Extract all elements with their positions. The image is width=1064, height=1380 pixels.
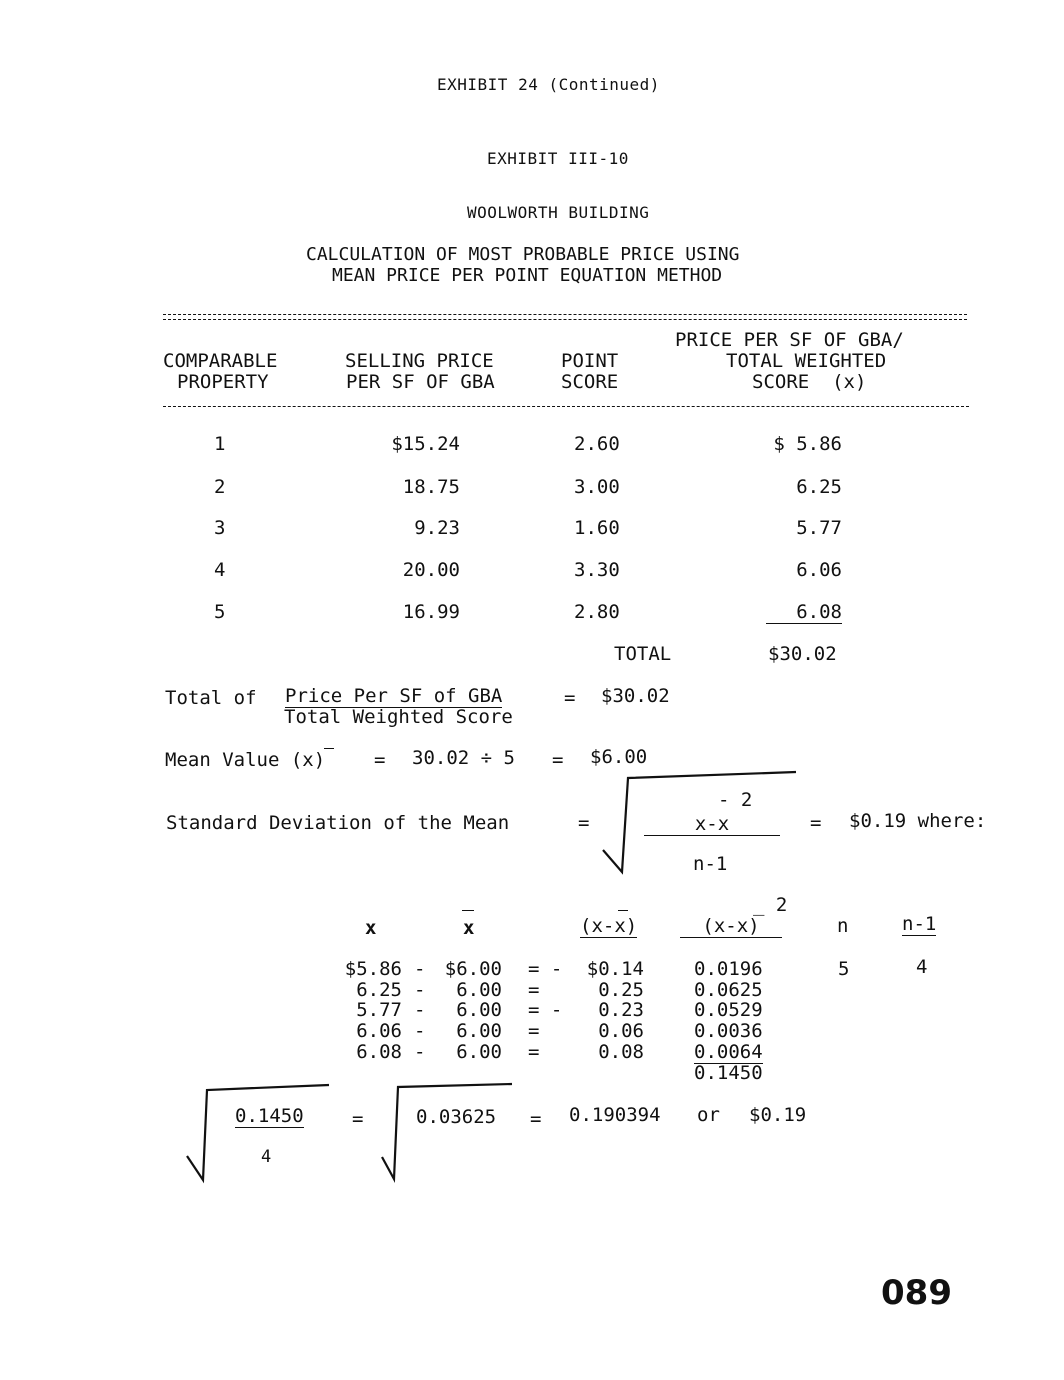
- calc-xbar: $6.00: [444, 958, 502, 980]
- mean-result: $6.00: [590, 746, 648, 768]
- calc-eq: = -: [528, 958, 563, 980]
- row-property: 2: [214, 476, 226, 498]
- row-price: 16.99: [402, 601, 460, 623]
- final-rounded: $0.19: [749, 1104, 807, 1126]
- table-top-rule: [163, 314, 967, 320]
- final-denominator: 4: [261, 1147, 272, 1167]
- radical-sign-icon: [380, 1081, 520, 1181]
- sd-denominator: n-1: [693, 853, 728, 875]
- header-rule: [163, 406, 969, 407]
- row-score: 2.80: [574, 601, 620, 623]
- row-property: 3: [214, 517, 226, 539]
- row-ratio: $ 5.86: [773, 433, 842, 455]
- total-value: $30.02: [768, 643, 837, 665]
- row-ratio: 6.06: [796, 559, 842, 581]
- col-ratio-l3: SCORE (x): [752, 371, 867, 393]
- fraction-numerator: Price Per SF of GBA: [285, 685, 503, 707]
- calc-eq: =: [528, 1020, 540, 1042]
- total-result: $30.02: [601, 685, 670, 707]
- row-property: 5: [214, 601, 226, 623]
- mean-label: Mean Value (x): [165, 749, 326, 771]
- row-score: 3.30: [574, 559, 620, 581]
- calc-diff: 0.06: [598, 1020, 644, 1042]
- final-numerator: 0.1450: [235, 1105, 304, 1127]
- col-property-l2: PROPERTY: [177, 371, 269, 393]
- final-result: 0.190394: [569, 1104, 661, 1126]
- calc-diff: $0.14: [586, 958, 644, 980]
- calc-sq: 0.0196: [694, 958, 763, 980]
- row-price: 9.23: [414, 517, 460, 539]
- calc-op: -: [414, 958, 426, 980]
- total-label: TOTAL: [614, 643, 672, 665]
- row-price: 18.75: [402, 476, 460, 498]
- col-ratio-l2: TOTAL WEIGHTED: [726, 350, 887, 372]
- sd-label: Standard Deviation of the Mean: [166, 812, 510, 834]
- row-price: $15.24: [391, 433, 460, 455]
- calc-eq: = -: [528, 999, 563, 1021]
- calc-diff: 0.23: [598, 999, 644, 1021]
- exhibit-continued: EXHIBIT 24 (Continued): [437, 75, 660, 94]
- sd-result: $0.19 where:: [849, 810, 987, 832]
- calc-header-diff: (x-x): [580, 915, 638, 937]
- calc-header-xbar: x: [463, 917, 475, 939]
- calc-n-minus-1: 4: [916, 956, 928, 978]
- col-price-l1: SELLING PRICE: [345, 350, 494, 372]
- row-property: 4: [214, 559, 226, 581]
- building-name: WOOLWORTH BUILDING: [467, 203, 650, 222]
- xbar-overbar: [618, 910, 628, 911]
- row-ratio: 6.25: [796, 476, 842, 498]
- page-number: 089: [881, 1273, 952, 1313]
- col-property-l1: COMPARABLE: [163, 350, 278, 372]
- final-inner: 0.03625: [416, 1106, 497, 1128]
- calc-sq: 0.0625: [694, 979, 763, 1001]
- calc-op: -: [414, 1041, 426, 1063]
- total-of-label: Total of: [165, 687, 257, 709]
- equals-sign: =: [530, 1108, 542, 1130]
- sd-numerator: x-x: [644, 815, 780, 836]
- col-ratio-l1: PRICE PER SF OF GBA/: [675, 329, 904, 351]
- calc-header-n: n: [837, 915, 849, 937]
- row-price: 20.00: [402, 559, 460, 581]
- equals-sign: =: [374, 749, 386, 771]
- calc-x: 6.06: [356, 1020, 402, 1042]
- calc-diff: 0.25: [598, 979, 644, 1001]
- calc-header-n-minus-1: n-1: [902, 913, 937, 935]
- row-score: 1.60: [574, 517, 620, 539]
- fraction-denominator: Total Weighted Score: [284, 706, 513, 728]
- row-property: 1: [214, 433, 226, 455]
- row-ratio: 6.08: [766, 603, 842, 624]
- calc-header-x: x: [365, 917, 377, 939]
- calc-x: 6.08: [356, 1041, 402, 1063]
- calc-xbar: 6.00: [456, 1020, 502, 1042]
- calc-x: 5.77: [356, 999, 402, 1021]
- calc-op: -: [414, 999, 426, 1021]
- calc-xbar: 6.00: [456, 999, 502, 1021]
- calc-header-sq-sup: _ 2: [753, 894, 788, 916]
- calc-eq: =: [528, 979, 540, 1001]
- mean-expression: 30.02 ÷ 5: [412, 747, 515, 769]
- col-price-l2: PER SF OF GBA: [346, 371, 495, 393]
- col-score-l2: SCORE: [561, 371, 619, 393]
- calc-sq: 0.0529: [694, 999, 763, 1021]
- calc-op: -: [414, 1020, 426, 1042]
- equals-sign: =: [552, 749, 564, 771]
- calc-op: -: [414, 979, 426, 1001]
- radical-sign-icon: [185, 1082, 335, 1182]
- calc-n: 5: [838, 958, 850, 980]
- calc-xbar: 6.00: [456, 979, 502, 1001]
- row-score: 2.60: [574, 433, 620, 455]
- calc-sq: 0.0036: [694, 1020, 763, 1042]
- xbar-overbar: [324, 748, 334, 749]
- calc-sum: 0.1450: [694, 1062, 763, 1084]
- title-line-2: MEAN PRICE PER POINT EQUATION METHOD: [332, 265, 723, 286]
- xbar-overbar: [462, 910, 474, 911]
- row-ratio: 5.77: [796, 517, 842, 539]
- calc-x: $5.86: [344, 958, 402, 980]
- calc-header-sq: (x-x): [680, 917, 782, 938]
- calc-eq: =: [528, 1041, 540, 1063]
- sd-superscript: - 2: [718, 789, 753, 811]
- exhibit-number: EXHIBIT III-10: [487, 149, 629, 168]
- equals-sign: =: [578, 812, 590, 834]
- equals-sign: =: [352, 1108, 364, 1130]
- calc-x: 6.25: [356, 979, 402, 1001]
- calc-diff: 0.08: [598, 1041, 644, 1063]
- col-score-l1: POINT: [561, 350, 619, 372]
- calc-sq: 0.0064: [694, 1041, 763, 1063]
- title-line-1: CALCULATION OF MOST PROBABLE PRICE USING: [306, 244, 740, 265]
- row-score: 3.00: [574, 476, 620, 498]
- final-or: or: [697, 1104, 720, 1126]
- equals-sign: =: [564, 687, 576, 709]
- equals-sign: =: [810, 812, 822, 834]
- calc-xbar: 6.00: [456, 1041, 502, 1063]
